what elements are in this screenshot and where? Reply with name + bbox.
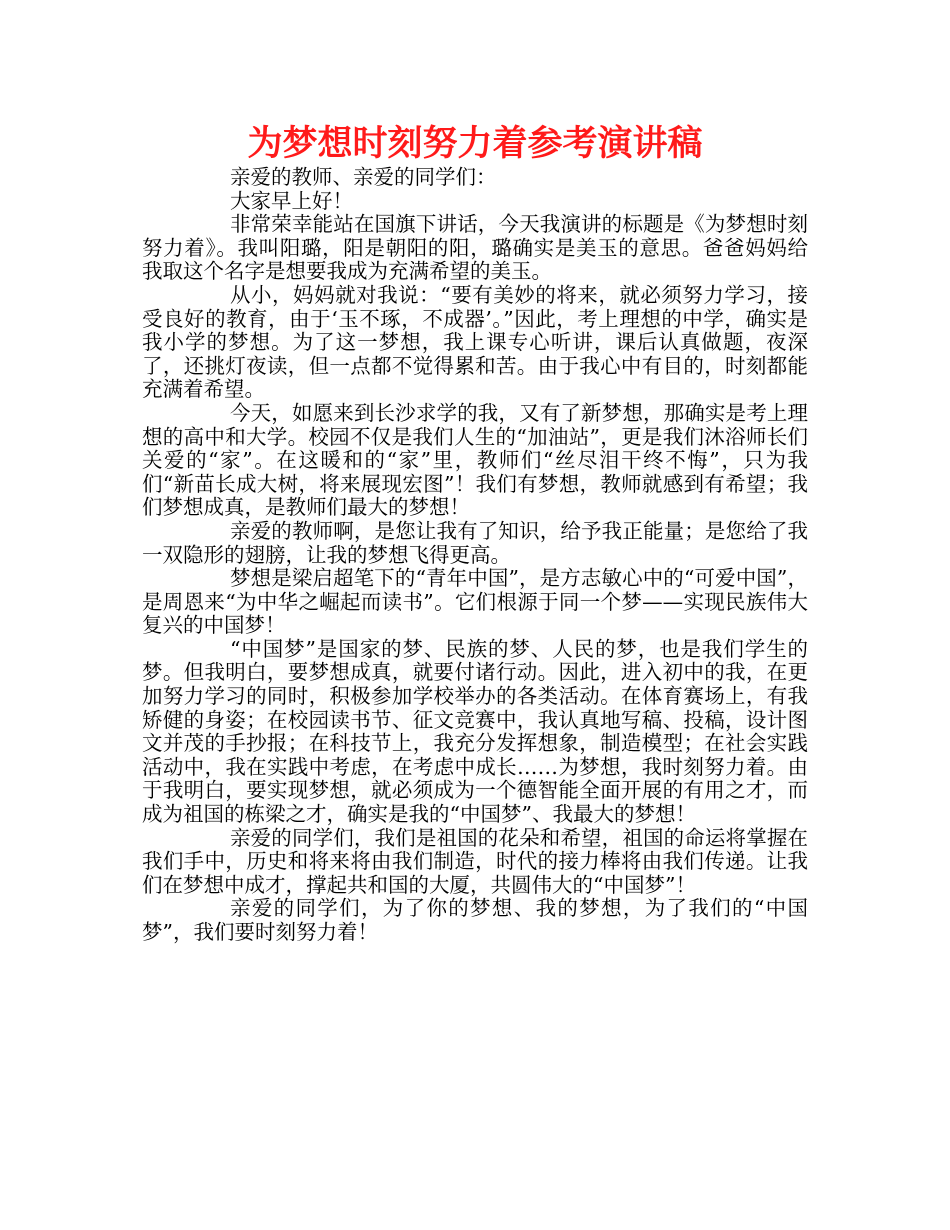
paragraph-closing: 亲爱的同学们，为了你的梦想、我的梦想，为了我们的“中国梦”，我们要时刻努力着！ — [142, 896, 808, 944]
document-title: 为梦想时刻努力着参考演讲稿 — [247, 124, 703, 164]
paragraph-salutation: 亲爱的教师、亲爱的同学们： — [230, 165, 497, 189]
paragraph-thanks-teachers: 亲爱的教师啊，是您让我有了知识，给予我正能量；是您给了我一双隐形的翅膀，让我的梦想飞得更高。 — [142, 518, 808, 567]
paragraph-china-dream-action: “中国梦”是国家的梦、民族的梦、人民的梦，也是我们学生的梦。但我明白，要梦想成真，就要付诸行动。因此，进入初中的我，在更加努力学习的同时，积极参加学校举办的各类活动。在体育赛场上，有我矫健的身姿；在校园读书节、征文竞赛中，我认真地写稿、投稿，设计图文并茂的手抄报；在科技节上，我充分发挥想象，制造模型；在社会实践活动中，我在实践中考虑，在考虑中成长……为梦想，我时刻努力着。由于我明白，要实现梦想，就必须成为一个德智能全面开展的有用之才，而成为祖国的栋梁之才，确实是我的“中国梦”、我最大的梦想！ — [142, 636, 808, 827]
paragraph-introduction: 非常荣幸能站在国旗下讲话，今天我演讲的标题是《为梦想时刻努力着》。我叫阳璐，阳是朝阳的阳，璐确实是美玉的意思。爸爸妈妈给我取这个名字是想要我成为充满希望的美玉。 — [142, 212, 808, 284]
paragraph-call-to-classmates: 亲爱的同学们，我们是祖国的花朵和希望，祖国的命运将掌握在我们手中，历史和将来将由我们制造，时代的接力棒将由我们传递。让我们在梦想中成才，撑起共和国的大厦，共圆伟大的“中国梦”！ — [142, 825, 808, 897]
paragraph-new-dream: 今天，如愿来到长沙求学的我，又有了新梦想，那确实是考上理想的高中和大学。校园不仅是我们人生的“加油站”，更是我们沐浴师长们关爱的“家”。在这暖和的“家”里，教师们“丝尽泪干终不悔”，只为我们“新苗长成大树，将来展现宏图”！我们有梦想，教师就感到有希望；我们梦想成真，是教师们最大的梦想！ — [142, 400, 808, 520]
paragraph-china-dream-history: 梦想是梁启超笔下的“青年中国”，是方志敏心中的“可爱中国”，是周恩来“为中华之崛起而读书”。它们根源于同一个梦——实现民族伟大复兴的中国梦！ — [142, 566, 808, 638]
paragraph-childhood-dream: 从小，妈妈就对我说：“要有美妙的将来，就必须努力学习，接受良好的教育，由于‘玉不琢，不成器’。”因此，考上理想的中学，确实是我小学的梦想。为了这一梦想，我上课专心听讲，课后认真做题，夜深了，还挑灯夜读，但一点都不觉得累和苦。由于我心中有目的，时刻都能充满着希望。 — [142, 282, 808, 402]
document-body — [142, 166, 808, 945]
paragraph-greeting: 大家早上好！ — [230, 188, 353, 213]
